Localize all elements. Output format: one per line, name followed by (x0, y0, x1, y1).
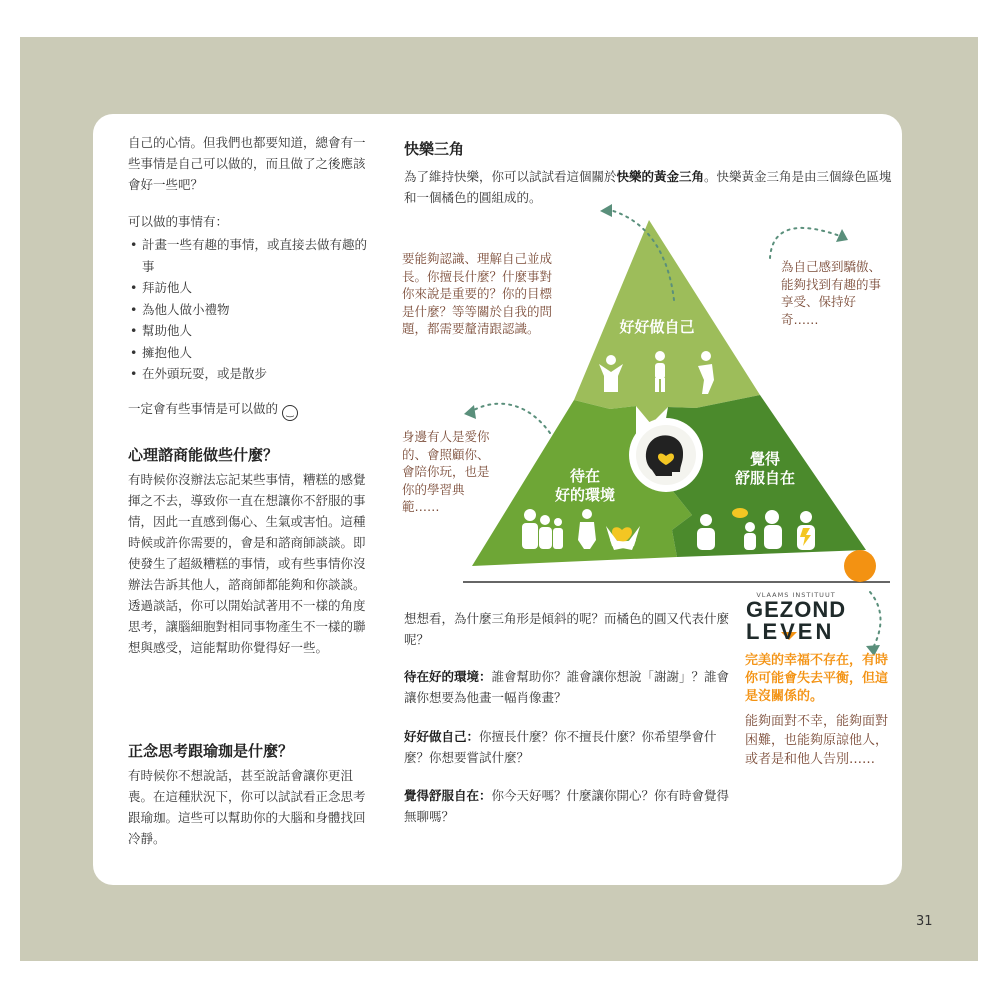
q-environment (404, 666, 734, 708)
happiness-triangle-heading: 快樂三角 (404, 140, 465, 158)
q-bold: 好好做自己： (404, 729, 480, 744)
page-number: 31 (916, 914, 933, 929)
q-feel-comfortable (404, 785, 734, 827)
q-bold: 待在好的環境： (404, 669, 492, 684)
balance-note: 能夠面對不幸，能夠面對困難，也能夠原諒他人，或者是和他人告別…… (745, 714, 889, 767)
note-be-proud: 為自己感到驕傲、能夠找到有趣的事享受、保持好奇…… (781, 259, 882, 327)
logo-small-text: VLAAMS INSTITUUT (756, 591, 836, 599)
note-know-yourself: 要能夠認識、理解自己並成長。你擅長什麼？什麼事對你來說是重要的？你的目標是什麼？等等關於自我的問題，都需要釐清跟認識。 (402, 251, 553, 336)
orange-ball (844, 550, 876, 582)
list-item: • 計畫一些有趣的事情，或直接去做有趣的事 (128, 234, 371, 277)
mindfulness-paragraph: 有時候你不想說話，甚至說話會讓你更沮喪。在這種狀況下，你可以試試看正念思考跟瑜珈。這些可以幫助你的大腦和身體找回冷靜。 (128, 768, 366, 846)
q-text: 你擅長什麼？你不擅長什麼？你希望學會什麼？你想要嘗試什麼？ (404, 729, 717, 765)
list-item: • 為他人做小禮物 (128, 299, 371, 321)
label-good-environment (540, 467, 630, 505)
intro-paragraph: 自己的心情。但我們也都要知道，總會有一些事情是自己可以做的，而且做了之後應該會好一些吧？ (128, 135, 366, 192)
counseling-paragraph: 有時候你沒辦法忘記某些事情，糟糕的感覺揮之不去，導致你一直在想讓你不舒服的事情，因此一直感到傷心、生氣或害怕。這種時候或許你需要的，會是和諮商師談談。即使發生了超級糟糕的事情，或有些事情你沒辦法告訴其他人，諮商師都能夠和你談談。透過談話，你可以開始試著用不一樣的角度思考，讓腦細胞對相同事物產生不一樣的聯想與感受，這能幫助你覺得好一些。 (128, 472, 366, 655)
intro-text-b: 。快樂黃金三角是由三個綠色區塊和一個橘色的圓組成的。 (404, 169, 892, 205)
q-bold: 覺得舒服自在： (404, 788, 492, 803)
label-line: 好的環境 (554, 486, 615, 504)
can-do-list (128, 234, 371, 385)
label-feel-comfortable (720, 450, 810, 488)
q-be-yourself (404, 726, 734, 768)
imperfect-happiness-note: 完美的幸福不存在，有時你可能會失去平衡，但這是沒關係的。 (745, 653, 889, 704)
question-paragraph: 想想看，為什麼三角形是傾斜的呢？而橘色的圓又代表什麼呢？ (404, 611, 730, 647)
q-text: 誰會幫助你？誰會讓你想說「謝謝」？誰會讓你想要為他畫一幅肖像畫？ (404, 669, 730, 705)
list-item: • 在外頭玩耍，或是散步 (128, 363, 371, 385)
mindfulness-heading: 正念思考跟瑜珈是什麼？ (128, 742, 294, 760)
intro-text-a: 為了維持快樂，你可以試試看這個關於 (404, 169, 617, 184)
intro-bold: 快樂的黃金三角 (616, 169, 705, 184)
note-people-around: 身邊有人是愛你的、會照顧你、會陪你玩，也是你的學習典範…… (402, 429, 490, 514)
smiley-icon: ‿ (282, 405, 298, 421)
logo-line-1: GEZOND (746, 597, 847, 622)
label-line: 待在 (569, 467, 600, 485)
list-item: • 擁抱他人 (128, 342, 371, 364)
label-line: 覺得 (749, 450, 780, 468)
closing-line (128, 398, 298, 421)
list-item: • 幫助他人 (128, 320, 371, 342)
label-be-yourself: 好好做自己 (619, 318, 695, 336)
triangle-intro (404, 166, 894, 208)
closing-text: 一定會有些事情是可以做的 (128, 401, 279, 416)
logo-line-2: LEVEN (746, 619, 835, 644)
q-text: 你今天好嗎？什麼讓你開心？你有時會覺得無聊嗎？ (404, 788, 730, 824)
gezond-leven-logo (746, 591, 846, 643)
can-do-title: 可以做的事情有： (128, 214, 229, 229)
list-item: • 拜訪他人 (128, 277, 371, 299)
label-line: 舒服自在 (734, 469, 795, 487)
counseling-heading: 心理諮商能做些什麼？ (128, 446, 279, 464)
